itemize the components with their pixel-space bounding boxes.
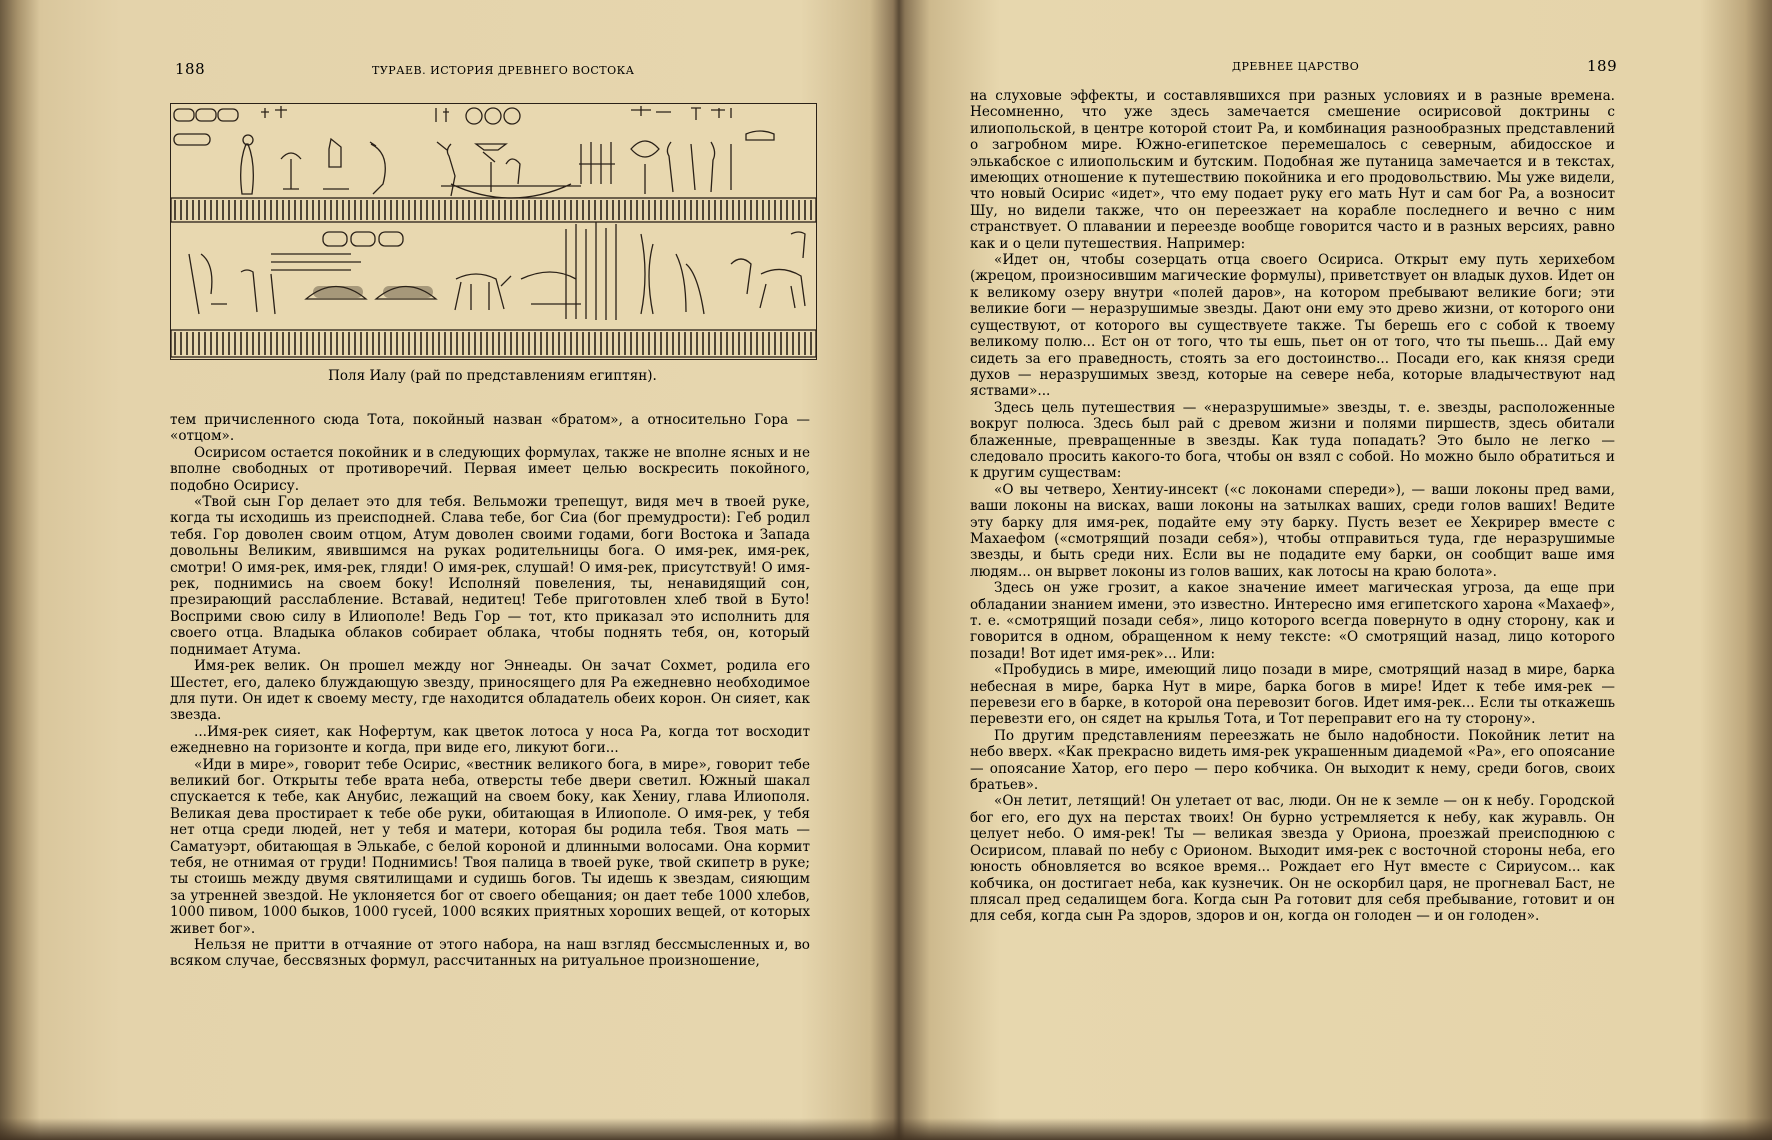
right-paragraph: «Он летит, летящий! Он улетает от вас, люди. Он не к земле — он к небу. Городской бог его, его дух на перстах твоих! Он бурно устремляется к небу, как журавль. Он целует небо. О имя-рек! Ты — великая звезда у Ориона, проезжай преисподнюю с Осирисом, плавай по небу с Орионом. Выходит имя-рек с восточной стороны неба, его юность обновляется во всякое время... Рождает его Нут вместе с Сириусом... как кобчика, он достигает неба, как кузнечик. Он не оскорбил царя, не прогневал Баст, не плясал пред седалищем бога. Когда сын Ра готовит для себя пребывание, готовит и он для себя, когда сын Ра здоров, здоров и он, когда он голоден — и он голоден».	[970, 793, 1615, 925]
left-paragraph: Имя-рек велик. Он прошел между ног Эннеады. Он зачат Сохмет, родила его Шестет, его, далеко блуждающую звезду, приносящего для Ра ежедневно необходимое для пути. Он идет к своему месту, где находится обладатель обеих корон. Он сияет, как звезда.	[170, 658, 810, 724]
right-paragraph: на слуховые эффекты, и составлявшихся при разных условиях и в разные времена. Несомненно, что уже здесь замечается смешение осирисовой доктрины с илиопольской, в центре которой стоит Ра, и комбинация разнообразных представлений о загробном мире. Южно-египетское перемешалось с северным, абидосское и элькабское с илиопольским и бутским. Подобная же путаница замечается и в текстах, имеющих отношение к путешествию покойника и его продовольствию. Мы уже видели, что новый Осирис «идет», что ему подает руку его мать Нут и сам бог Ра, а возносит Шу, но видели также, что он переезжает на корабле последнего и вечно с ним странствует. О плавании и переезде вообще говорится часто и в разных версиях, равно как и о цели путешествия. Например:	[970, 88, 1615, 252]
right-page-body	[970, 88, 1615, 925]
left-paragraph: Осирисом остается покойник и в следующих формулах, также не вполне ясных и не вполне свободных от противоречий. Первая имеет целью воскресить покойного, подобно Осирису.	[170, 444, 810, 494]
right-paragraph: «О вы четверо, Хентиу-инсект («с локонами спереди»), — ваши локоны пред вами, ваши локоны на висках, ваши локоны на затылках ваших, среди голов ваших! Ведите эту барку для имя-рек, подайте ему эту барку. Пусть везет ее Хекрирер вместе с Махаефом («смотрящий позади себя»), чтобы отправиться туда, где неразрушимые звезды, и быть среди них. Если вы не подадите ему барки, он сообщит ваше имя людям... он вырвет локоны из голов ваших, как лотосы на краю болота».	[970, 481, 1615, 580]
right-page-number: 189	[1587, 57, 1618, 75]
right-paragraph: По другим представлениям переезжать не было надобности. Покойник летит на небо вверх. «Как прекрасно видеть имя-рек украшенным диадемой «Ра», его опоясание — опоясание Хатор, его перо — перо кобчика. Он выходит к нему, среди богов, своих братьев».	[970, 727, 1615, 794]
right-paragraph: «Пробудись в мире, имеющий лицо позади в мире, смотрящий назад в мире, барка небесная в мире, барка Нут в мире, барка богов в мире! Идет к тебе имя-рек — перевези его в барке, в которой она перевозит богов. Идет имя-рек... Если ты откажешь перевезти его, он сядет на крылья Тота, и Тот переправит его на ту сторону».	[970, 662, 1615, 728]
left-page-body	[170, 412, 810, 970]
left-paragraph: Нельзя не притти в отчаяние от этого набора, на наш взгляд бессмысленных и, во всяком случае, бессвязных формул, рассчитанных на ритуальное произношение,	[170, 937, 810, 970]
right-running-head: ДРЕВНЕЕ ЦАРСТВО	[1232, 60, 1360, 73]
right-paragraph: «Идет он, чтобы созерцать отца своего Осириса. Открыт ему путь херихебом (жрецом, произносившим магические формулы), приветствует он владык духов. Идет он к великому озеру внутри «полей даров», на котором пребывают великие боги; эти великие боги — неразрушимые звезды. Дают они ему это древо жизни, от которого они существуют, от которого вы существуете также. Ты берешь его с собой к твоему великому полю... Ест он от того, что ты ешь, пьет он от того, что ты пьешь... Дай ему сидеть за его праведность, стоять за его достоинство... Посади его, как князя среди духов — неразрушимых звезд, которые на севере неба, которые владычествуют над яствами»...	[970, 252, 1615, 400]
left-running-head: ТУРАЕВ. ИСТОРИЯ ДРЕВНЕГО ВОСТОКА	[372, 64, 635, 77]
left-page-number: 188	[175, 60, 206, 78]
fields-of-iaru-illustration	[170, 103, 817, 360]
left-paragraph: «Твой сын Гор делает это для тебя. Вельможи трепещут, видя меч в твоей руке, когда ты исходишь из преисподней. Слава тебе, бог Сиа (бог премудрости): Геб родил тебя. Гор доволен своим отцом, Атум доволен своими годами, боги Востока и Запада довольны Великим, явившимся на руках родительницы бога. О имя-рек, имя-рек, смотри! О имя-рек, имя-рек, гляди! О имя-рек, слушай! О имя-рек, присутствуй! О имя-рек, поднимись на своем боку! Исполняй повеления, ты, ненавидящий сон, презирающий расслабление. Вставай, недитец! Тебе приготовлен хлеб твой в Буто! Восприми свою силу в Илиополе! Ведь Гор — тот, кто приказал это исполнить для своего отца. Владыка облаков собирает облака, чтобы поднять тебя, он, который поднимает Атума.	[170, 494, 810, 658]
left-paragraph: тем причисленного сюда Тота, покойный назван «братом», а относительно Гора — «отцом».	[170, 412, 810, 445]
left-paragraph: ...Имя-рек сияет, как Нофертум, как цветок лотоса у носа Ра, когда тот восходит ежедневно на горизонте и когда, при виде его, ликуют боги...	[170, 723, 810, 757]
right-paragraph: Здесь цель путешествия — «неразрушимые» звезды, т. е. звезды, расположенные вокруг полюса. Здесь был рай с древом жизни и полями пиршеств, здесь обитали блаженные, превращенные в звезды. Как туда попадать? Это было не легко — следовало просить какого-то бога, чтобы он взял с собой. Но можно было обратиться и к другим существам:	[970, 399, 1615, 482]
left-paragraph: «Иди в мире», говорит тебе Осирис, «вестник великого бога, в мире», говорит тебе великий бог. Открыты тебе врата неба, отверсты тебе двери светил. Южный шакал спускается к тебе, как Анубис, лежащий на своем боку, как Хениу, глава Илиополя. Великая дева простирает к тебе обе руки, обитающая в Илиополе. О имя-рек, у тебя нет отца среди людей, нет у тебя и матери, которая бы родила тебя. Твоя мать — Саматуэрт, обитающая в Элькабе, с белой короной и длинными волосами. Она кормит тебя, не отнимая от груди! Поднимись! Твоя палица в твоей руке, твой скипетр в руке; ты стоишь между двумя святилищами и судишь богов. Ты идешь к звездам, сияющим за утренней звездой. Не уклоняется бог от своего обещания; он дает тебе 1000 хлебов, 1000 пивом, 1000 быков, 1000 гусей, 1000 всяких приятных хороших вещей, от которых живет бог».	[170, 756, 810, 937]
figure-caption: Поля Иалу (рай по представлениям египтян).	[328, 368, 657, 384]
right-paragraph: Здесь он уже грозит, а какое значение имеет магическая угроза, да еще при обладании знанием имени, это известно. Интересно имя египетского харона «Махаеф», т. е. «смотрящий позади себя», лицо которого всегда повернуто в одну сторону, как и говорится в одном, обращенном к нему тексте: «О смотрящий назад, лицо которого позади! Вот идет имя-рек»... Или:	[970, 580, 1615, 662]
hieroglyph-scene-icon	[171, 104, 816, 359]
book-edge-shadow	[0, 1118, 1772, 1140]
